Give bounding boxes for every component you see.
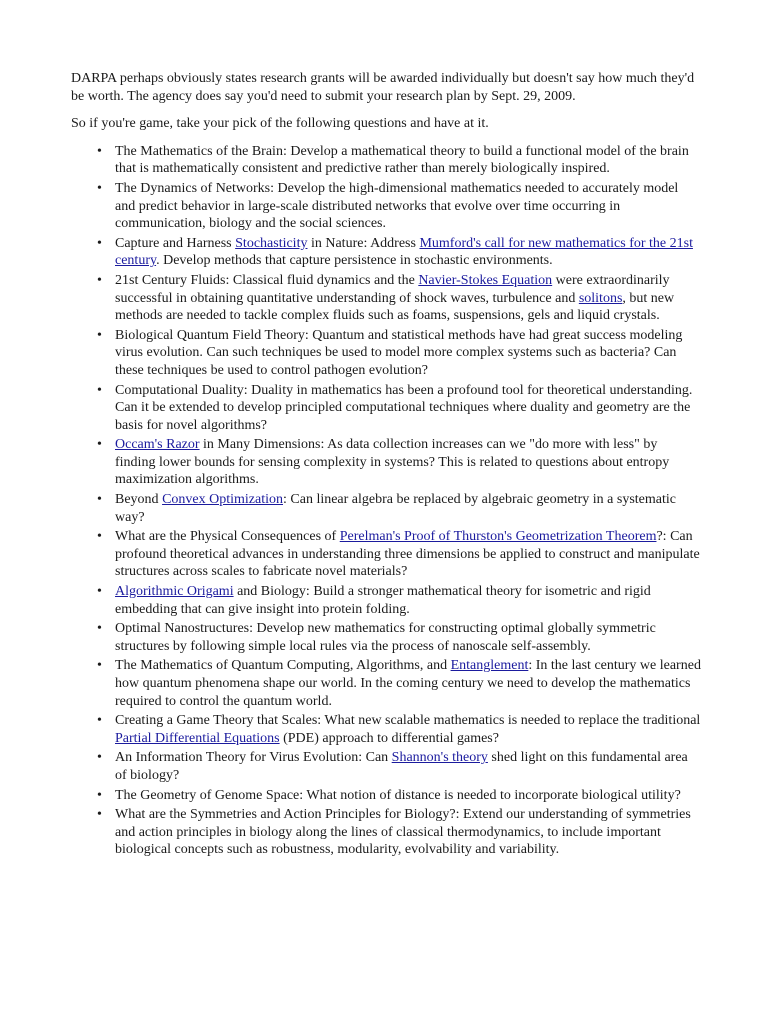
bullet-icon: •	[97, 180, 102, 196]
list-item	[97, 528, 701, 581]
list-item	[97, 712, 701, 747]
bullet-icon: •	[97, 713, 102, 729]
item-text: Biological Quantum Field Theory: Quantum and statistical methods have had great success modeling virus evolution. Can such techniques be used to model more complex systems such as bacteria? Can these techniques be used to control pathogen evolution?	[115, 327, 683, 378]
item-text: What are the Physical Consequences of	[115, 529, 340, 545]
item-text: ?: Can profound theoretical advances in understanding three dimensions be applied to construct and manipulate structures across scales to fabricate novel materials?	[115, 529, 700, 580]
list-item	[97, 382, 701, 435]
item-text: , but new methods are needed to tackle complex fluids such as foams, suspensions, gels and liquid crystals.	[115, 290, 675, 324]
list-item	[97, 620, 701, 655]
item-text: and Biology: Build a stronger mathematical theory for isometric and rigid embedding that can give insight into protein folding.	[115, 584, 651, 617]
item-text: The Geometry of Genome Space: What notion of distance is needed to incorporate biological utility?	[115, 787, 681, 803]
link-solitons[interactable]: solitons	[578, 290, 623, 306]
item-text: shed light on this fundamental area of biology?	[115, 750, 688, 783]
link-mumford-call[interactable]: Mumford's call for new mathematics for the 21st century	[115, 235, 693, 269]
item-text: An Information Theory for Virus Evolution: Can	[115, 750, 392, 766]
list-item	[97, 180, 701, 233]
bullet-icon: •	[97, 750, 102, 766]
item-text: (PDE) approach to differential games?	[279, 730, 499, 746]
questions-list	[71, 143, 701, 859]
bullet-icon: •	[97, 235, 102, 251]
item-text: were extraordinarily successful in obtaining quantitative understanding of shock waves, turbulence and	[115, 272, 670, 306]
list-item	[97, 436, 701, 489]
bullet-icon: •	[97, 807, 102, 823]
list-item	[97, 272, 701, 325]
link-navier-stokes[interactable]: Navier-Stokes Equation	[418, 272, 553, 288]
list-item	[97, 657, 701, 710]
link-shannons-theory[interactable]: Shannon's theory	[391, 750, 488, 766]
bullet-icon: •	[97, 437, 102, 453]
bullet-icon: •	[97, 584, 102, 600]
item-text: : In the last century we learned how quantum phenomena shape our world. In the coming century we need to develop the mathematics required to control the quantum world.	[115, 658, 701, 709]
lead-in-paragraph: So if you're game, take your pick of the following questions and have at it.	[71, 116, 489, 132]
intro-paragraph: DARPA perhaps obviously states research grants will be awarded individually but doesn't say how much they'd be worth. The agency does say you'd need to submit your research plan by Sept. 29, 2009.	[71, 71, 695, 104]
link-occams-razor[interactable]: Occam's Razor	[115, 437, 200, 453]
bullet-icon: •	[97, 327, 102, 343]
link-algorithmic-origami[interactable]: Algorithmic Origami	[115, 584, 234, 600]
item-text: Optimal Nanostructures: Develop new mathematics for constructing optimal globally symmetric structures by following simple local rules via the process of nanoscale self-assembly.	[115, 621, 656, 654]
bullet-icon: •	[97, 658, 102, 674]
item-text: in Nature: Address	[307, 235, 420, 251]
item-text: Creating a Game Theory that Scales: What new scalable mathematics is needed to replace the traditional	[115, 713, 701, 729]
article-body	[71, 70, 701, 861]
list-item	[97, 749, 701, 784]
link-convex-optimization[interactable]: Convex Optimization	[162, 492, 283, 508]
list-item	[97, 235, 701, 270]
item-text: Computational Duality: Duality in mathematics has been a profound tool for theoretical understanding. Can it be extended to develop principled computational techniques where duality and geometry are the basis for novel algorithms?	[115, 382, 693, 433]
link-perelman-proof[interactable]: Perelman's Proof of Thurston's Geometrization Theorem	[339, 529, 657, 545]
item-text: : Can linear algebra be replaced by algebraic geometry in a systematic way?	[115, 492, 676, 525]
list-item	[97, 583, 701, 618]
item-text: Beyond	[115, 492, 163, 508]
link-entanglement[interactable]: Entanglement	[450, 658, 529, 674]
bullet-icon: •	[97, 529, 102, 545]
item-text: 21st Century Fluids: Classical fluid dynamics and the	[115, 272, 419, 288]
list-item	[97, 787, 701, 805]
item-text: . Develop methods that capture persistence in stochastic environments.	[156, 253, 553, 269]
item-text: The Mathematics of the Brain: Develop a mathematical theory to build a functional model of the brain that is mathematically consistent and predictive rather than merely biologically inspired.	[115, 143, 689, 177]
bullet-icon: •	[97, 492, 102, 508]
bullet-icon: •	[97, 621, 102, 637]
link-partial-differential-equations[interactable]: Partial Differential Equations	[115, 730, 280, 746]
bullet-icon: •	[97, 787, 102, 803]
list-item	[97, 327, 701, 380]
list-item	[97, 491, 701, 526]
item-text: What are the Symmetries and Action Principles for Biology?: Extend our understanding of symmetries and action principles in biology along the lines of classical thermodynamics, to include important biological concepts such as robustness, modularity, evolvability and variability.	[115, 807, 691, 858]
bullet-icon: •	[97, 382, 102, 398]
list-item	[97, 806, 701, 859]
bullet-icon: •	[97, 272, 102, 288]
item-text: Capture and Harness	[115, 235, 236, 251]
item-text: in Many Dimensions: As data collection increases can we "do more with less" by finding lower bounds for sensing complexity in systems? This is related to questions about entropy maximization algorithms.	[115, 437, 670, 488]
list-item	[97, 143, 701, 178]
item-text: The Mathematics of Quantum Computing, Algorithms, and	[115, 658, 451, 674]
link-stochasticity[interactable]: Stochasticity	[235, 235, 308, 251]
item-text: The Dynamics of Networks: Develop the high-dimensional mathematics needed to accurately model and predict behavior in large-scale distributed networks that evolve over time occurring in communication, biology and the social sciences.	[115, 180, 679, 232]
bullet-icon: •	[97, 143, 102, 159]
